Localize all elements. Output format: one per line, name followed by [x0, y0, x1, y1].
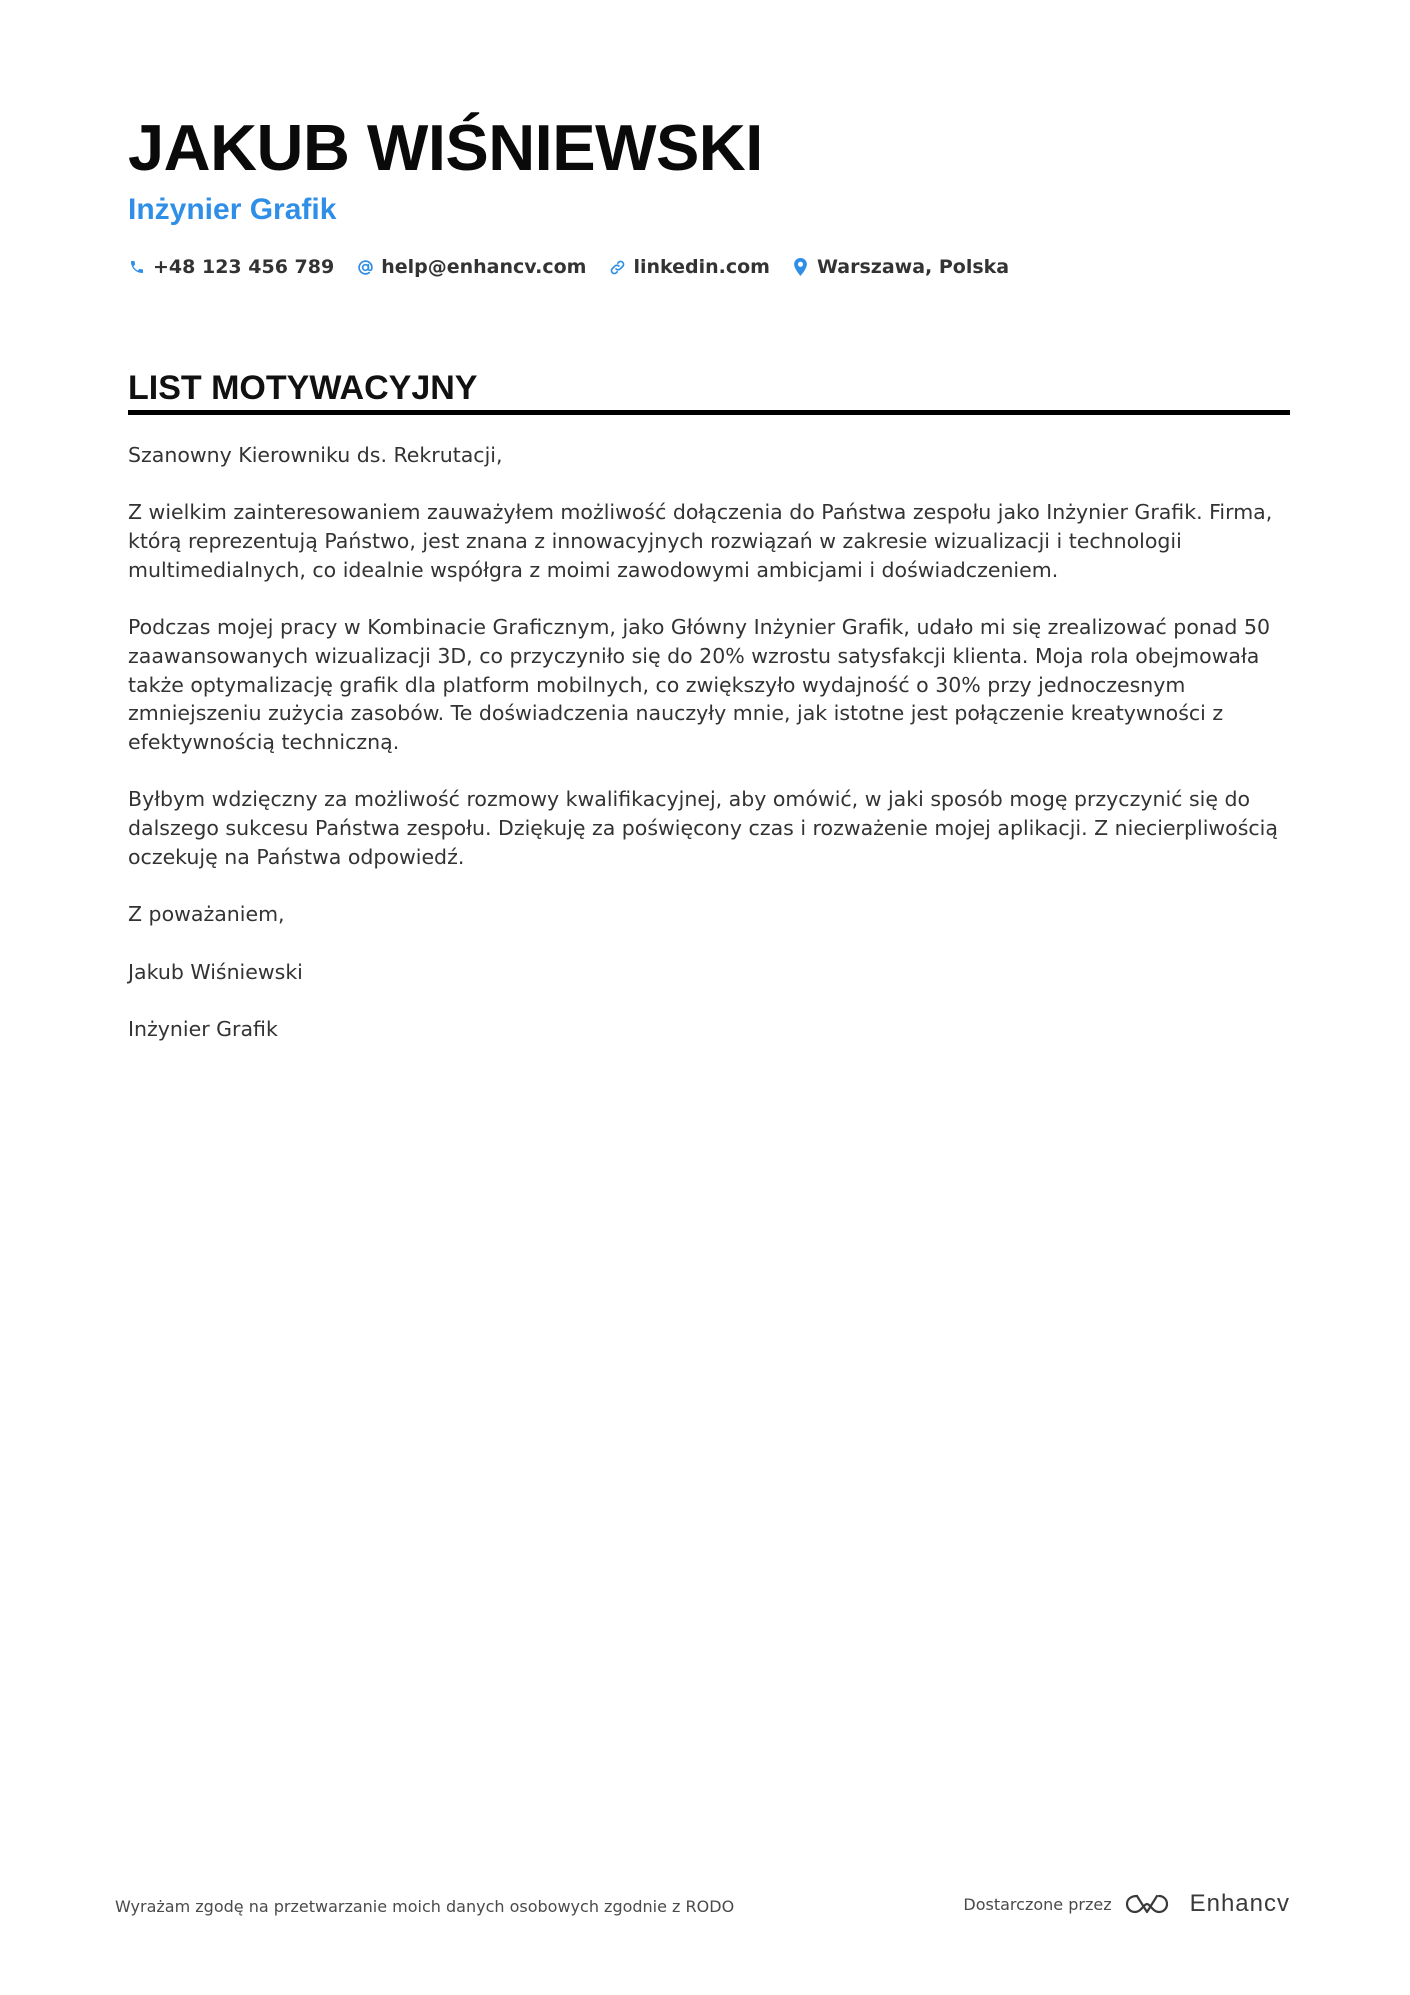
applicant-name: JAKUB WIŚNIEWSKI	[128, 111, 763, 184]
contact-phone[interactable]	[128, 253, 334, 281]
brand-name: Enhancv	[1189, 1890, 1290, 1917]
powered-by-label: Dostarczone przez	[963, 1894, 1112, 1914]
enhancv-logo-icon	[1124, 1891, 1170, 1917]
contact-phone-text: +48 123 456 789	[153, 256, 335, 278]
contact-linkedin[interactable]	[608, 253, 770, 281]
location-pin-icon	[792, 258, 810, 276]
link-icon	[608, 258, 626, 276]
letter-paragraph: Podczas mojej pracy w Kombinacie Graficznym, jako Główny Inżynier Grafik, udało mi się zrealizować ponad 50 zaawansowanych wizualizacji 3D, co przyczyniło się do 20% wzrostu satysfakcji klienta. Moja rola obejmowała także optymalizację grafik dla platform mobilnych, co zwiększyło wydajność o 30% przy jednoczesnym zmniejszeniu zużycia zasobów. Te doświadczenia nauczyły mnie, jak istotne jest połączenie kreatywności z efektywnością techniczną.	[128, 615, 1271, 754]
letter-paragraph: Byłbym wdzięczny za możliwość rozmowy kwalifikacyjnej, aby omówić, w jaki sposób mogę przyczynić się do dalszego sukcesu Państwa zespołu. Dziękuję za poświęcony czas i rozważenie mojej aplikacji. Z niecierpliwością oczekuję na Państwa odpowiedź.	[128, 787, 1278, 869]
letter-salutation: Szanowny Kierowniku ds. Rekrutacji,	[128, 443, 503, 467]
powered-by[interactable]	[963, 1890, 1290, 1918]
phone-icon	[128, 258, 146, 276]
contact-bar	[128, 253, 1009, 281]
letter-paragraph: Z wielkim zainteresowaniem zauważyłem możliwość dołączenia do Państwa zespołu jako Inżynier Grafik. Firma, którą reprezentują Państwo, jest znana z innowacyjnych rozwiązań w zakresie wizualizacji i technologii multimedialnych, co idealnie współgra z moimi zawodowymi ambicjami i doświadczeniem.	[128, 500, 1273, 582]
letter-signature-name: Jakub Wiśniewski	[128, 959, 303, 984]
section-divider	[128, 410, 1290, 415]
applicant-job-title: Inżynier Grafik	[128, 193, 337, 226]
section-title: LIST MOTYWACYJNY	[128, 369, 478, 407]
letter-closing: Z poważaniem,	[128, 902, 285, 927]
letter-signature-title: Inżynier Grafik	[128, 1016, 278, 1041]
contact-location	[792, 253, 1009, 281]
contact-email[interactable]	[356, 253, 586, 281]
contact-linkedin-text: linkedin.com	[633, 256, 770, 278]
letter-body	[128, 441, 1290, 1072]
at-icon	[356, 258, 374, 276]
contact-location-text: Warszawa, Polska	[816, 256, 1010, 278]
contact-email-text: help@enhancv.com	[381, 256, 587, 278]
gdpr-consent: Wyrażam zgodę na przetwarzanie moich danych osobowych zgodnie z RODO	[115, 1897, 735, 1916]
